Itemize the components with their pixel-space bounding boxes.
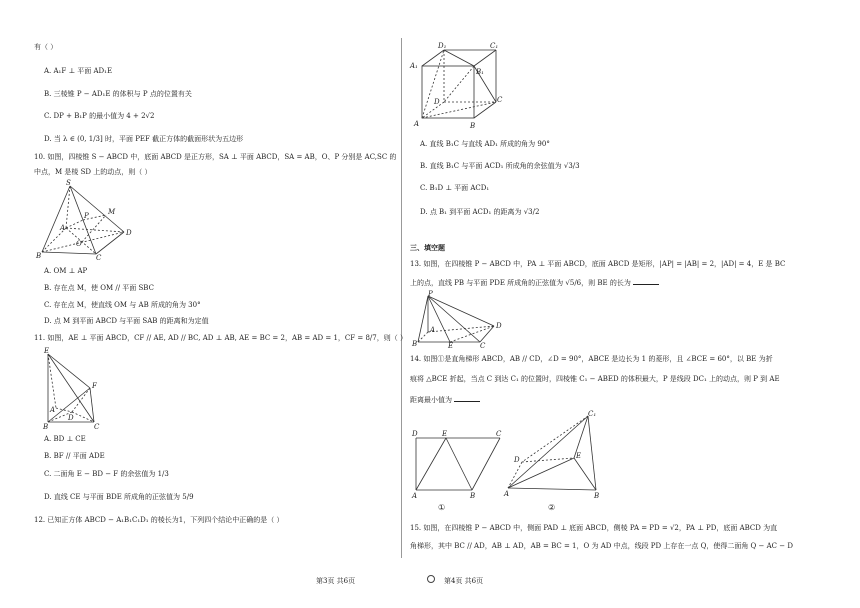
q10-option-d: D. 点 M 到平面 ABCD 与平面 SAB 的距离和为定值 <box>44 317 209 325</box>
q15-stem-line2: 角梯形，其中 BC // AD，AB ⊥ AD，AB = BC = 1，O 为 AD 中点，线段 PD 上存在一点 Q，使得二面角 Q − AC − D <box>410 542 793 550</box>
q14-fig1-label-a: A <box>412 492 418 500</box>
q13-label-e: E <box>448 342 454 350</box>
q14-answer-blank <box>454 395 480 402</box>
q14-figure-1 <box>410 430 510 515</box>
q15-stem-line1: 15. 如图，在四棱锥 P − ABCD 中，侧面 PAD ⊥ 底面 ABCD，侧棱 PA = PD = √2，PA ⊥ PD，底面 ABCD 为直 <box>410 524 778 532</box>
q10-label-o: O <box>76 240 82 248</box>
q11-option-c: C. 二面角 E − BD − F 的余弦值为 1/3 <box>44 470 169 478</box>
q14-figure-1-caption: ① <box>438 503 446 512</box>
q14-stem-line1: 14. 如图①是直角梯形 ABCD，AB // CD，∠D = 90°，ABCE 是边长为 1 的菱形，且 ∠BCE = 60°，以 BE 为折 <box>410 355 773 363</box>
q14-fig2-label-e: E <box>576 452 582 460</box>
q11-option-a: A. BD ⊥ CE <box>44 435 86 443</box>
q12-label-d: D <box>434 98 440 106</box>
q9-option-d: D. 当 λ ∈ (0, 1/3] 时，平面 PEF 截正方体的截面形状为五边形 <box>44 135 244 143</box>
q13-label-a: A <box>430 326 436 334</box>
q10-stem-line2: 中点，M 是棱 SD 上的动点，则（ ） <box>34 168 152 176</box>
q14-stem-line2: 痕将 △BCE 折起，当点 C 到达 C₁ 的位置时，四棱锥 C₁ − ABED 的体积最大，P 是线段 DC₁ 上的动点，则 P 到 AE <box>410 375 780 383</box>
footer-page-right: 第4页 共6页 <box>444 577 484 585</box>
q11-stem: 11. 如图，AE ⊥ 平面 ABCD，CF // AE, AD // BC, AD ⊥ AB, AE = BC = 2，AB = AD = 1，CF = 8/7，则（ ） <box>34 334 407 342</box>
q12-label-c1: C₁ <box>490 42 499 50</box>
q14-fig2-label-c1: C₁ <box>588 410 597 418</box>
q10-option-b: B. 存在点 M，使 OM // 平面 SBC <box>44 284 154 292</box>
q13-stem-line2: 上的点，直线 PB 与平面 PDE 所成角的正弦值为 √5/6，则 BE 的长为 <box>410 278 659 288</box>
q12-label-a: A <box>414 120 420 128</box>
q11-label-a: A <box>50 406 56 414</box>
q10-label-b: B <box>36 252 42 260</box>
q14-figure-2-caption: ② <box>548 503 556 512</box>
q13-stem-line1: 13. 如图，在四棱锥 P − ABCD 中，PA ⊥ 平面 ABCD，底面 ABCD 是矩形，|AP| = |AB| = 2，|AD| = 4，E 是 BC <box>410 260 786 268</box>
q12-label-c: C <box>497 96 503 104</box>
q10-label-d: D <box>126 229 132 237</box>
q12-option-d: D. 点 B₁ 到平面 ACD₁ 的距离为 √3/2 <box>420 208 540 216</box>
q10-option-a: A. OM ⊥ AP <box>44 267 88 275</box>
q10-label-m: M <box>108 208 116 216</box>
q10-label-a: A <box>60 224 66 232</box>
q12-option-b: B. 直线 B₁C 与平面 ACD₁ 所成角的余弦值为 √3/3 <box>420 162 580 170</box>
footer-page-left: 第3页 共6页 <box>316 577 356 585</box>
q12-label-a1: A₁ <box>410 62 418 70</box>
q10-label-s: S <box>66 179 71 187</box>
q13-label-c: C <box>480 342 486 350</box>
q13-figure <box>412 290 508 350</box>
q14-fig1-label-e: E <box>442 430 448 438</box>
q10-stem-line1: 10. 如图，四棱锥 S − ABCD 中，底面 ABCD 是正方形，SA ⊥ 平面 ABCD，SA = AB，O、P 分别是 AC,SC 的 <box>34 153 397 161</box>
q11-label-f: F <box>92 382 97 390</box>
q11-label-e: E <box>44 347 50 355</box>
q12-label-b1: B₁ <box>476 68 484 76</box>
q11-label-b: B <box>43 423 49 431</box>
q11-option-b: B. BF // 平面 ADE <box>44 452 105 460</box>
q9-option-c: C. DP + B₁P 的最小值为 4 + 2√2 <box>44 112 155 120</box>
q11-figure <box>42 348 102 433</box>
q12-label-b: B <box>470 122 476 130</box>
q14-figure-2 <box>504 410 614 515</box>
section-fill-in-title: 三、填空题 <box>410 243 445 252</box>
q10-option-c: C. 存在点 M，使直线 OM 与 AB 所成的角为 30° <box>44 301 201 309</box>
q13-label-p: P <box>428 290 433 298</box>
q12-option-c: C. B₁D ⊥ 平面 ACD₁ <box>420 184 490 192</box>
column-divider <box>401 38 402 558</box>
q14-stem-line3: 距离最小值为 <box>410 395 480 405</box>
q14-fig2-label-b: B <box>594 492 600 500</box>
q13-label-b: B <box>412 340 418 348</box>
q12-option-a: A. 直线 B₁C 与直线 AD₁ 所成的角为 90° <box>420 140 550 148</box>
q13-label-d: D <box>496 322 502 330</box>
q11-label-c: C <box>94 423 100 431</box>
q10-label-c: C <box>96 254 102 262</box>
q14-fig1-label-b: B <box>470 492 476 500</box>
q9-stem-tail: 有（ ） <box>34 43 58 51</box>
q10-figure <box>36 180 136 263</box>
binding-hole-icon <box>427 575 435 583</box>
q12-cube-figure <box>410 40 503 131</box>
q14-fig1-label-c: C <box>496 430 502 438</box>
q13-answer-blank <box>633 278 659 285</box>
q10-label-p: P <box>84 212 89 220</box>
q12-label-d1: D₁ <box>438 42 447 50</box>
q14-fig2-label-a: A <box>504 490 510 498</box>
q14-fig2-label-d: D <box>514 456 520 464</box>
q9-option-a: A. A₁F ⊥ 平面 AD₁E <box>44 67 113 75</box>
q11-label-d: D <box>68 414 74 422</box>
q9-option-b: B. 三棱锥 P − AD₁E 的体积与 P 点的位置有关 <box>44 90 192 98</box>
q12-stem: 12. 已知正方体 ABCD − A₁B₁C₁D₁ 的棱长为1，下列四个结论中正确的是（ ） <box>34 516 284 524</box>
q14-fig1-label-d: D <box>412 430 418 438</box>
q11-option-d: D. 直线 CE 与平面 BDE 所成角的正弦值为 5/9 <box>44 493 194 501</box>
